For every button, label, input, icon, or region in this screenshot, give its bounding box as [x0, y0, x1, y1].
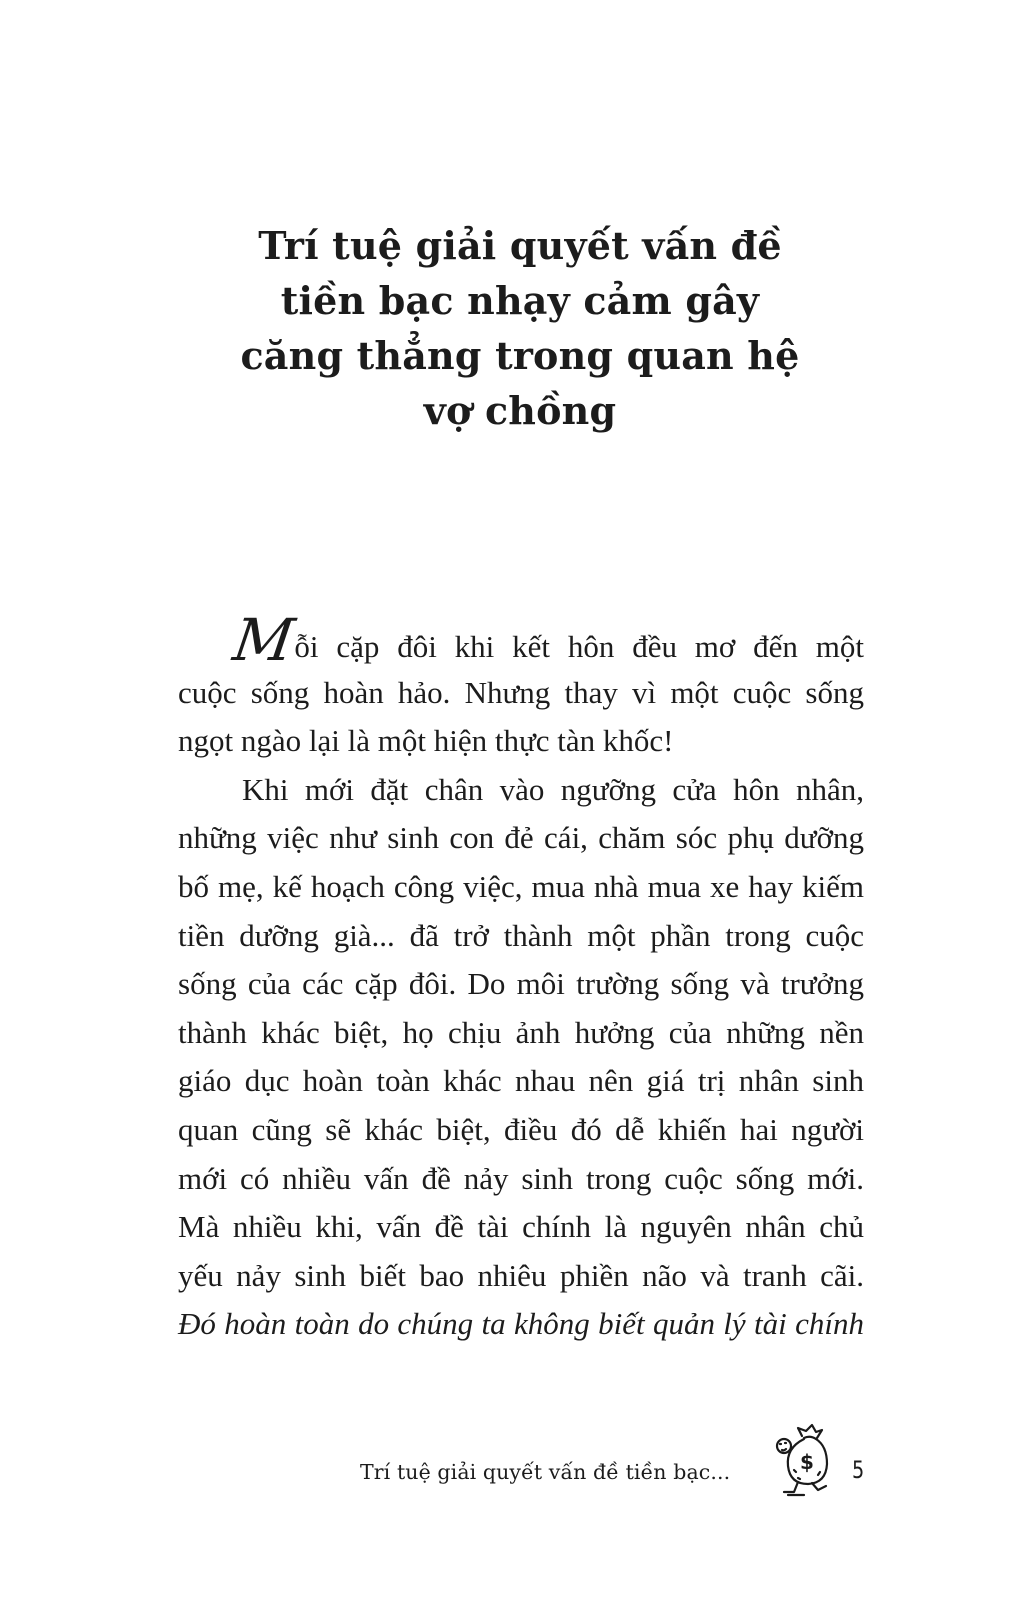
chapter-title-line: căng thẳng trong quan hệ	[240, 333, 800, 378]
page-footer	[360, 1420, 880, 1510]
body-line: tiền dưỡng già... đã trở thành một phần trong cuộc	[178, 917, 864, 953]
body-line-text: ỗi cặp đôi khi kết hôn đều mơ đến một	[294, 629, 864, 664]
body-line: thành khác biệt, họ chịu ảnh hưởng của những nền	[178, 1014, 864, 1050]
body-line: Khi mới đặt chân vào ngưỡng cửa hôn nhân,	[242, 771, 864, 807]
body-line: yếu nảy sinh biết bao nhiêu phiền não và tranh cãi.	[178, 1257, 864, 1293]
chapter-title-line: vợ chồng	[423, 388, 617, 433]
chapter-title-line: Trí tuệ giải quyết vấn đề	[258, 223, 782, 268]
chapter-title	[200, 218, 840, 438]
body-line: cuộc sống hoàn hảo. Nhưng thay vì một cuộc sống	[178, 674, 864, 710]
body-line: Mà nhiều khi, vấn đề tài chính là nguyên nhân chủ	[178, 1209, 864, 1245]
money-bag-icon	[772, 1422, 838, 1498]
body-line-italic: Đó hoàn toàn do chúng ta không biết quản lý tài chính	[178, 1306, 864, 1342]
body-text	[178, 606, 864, 1349]
body-line: những việc như sinh con đẻ cái, chăm sóc phụ dưỡng	[178, 820, 864, 856]
page-number: 5	[852, 1456, 865, 1484]
drop-cap: M	[229, 606, 299, 674]
body-line: giáo dục hoàn toàn khác nhau nên giá trị nhân sinh	[178, 1063, 864, 1099]
body-line: mới có nhiều vấn đề nảy sinh trong cuộc sống mới.	[178, 1160, 864, 1196]
chapter-title-line: tiền bạc nhạy cảm gây	[280, 278, 760, 323]
svg-text:$: $	[800, 1450, 814, 1474]
body-line: bố mẹ, kế hoạch công việc, mua nhà mua xe hay kiếm	[178, 868, 864, 904]
body-line: ngọt ngào lại là một hiện thực tàn khốc!	[178, 723, 674, 759]
body-line: sống của các cặp đôi. Do môi trường sống và trưởng	[178, 966, 864, 1002]
body-line	[178, 606, 864, 674]
running-head: Trí tuệ giải quyết vấn đề tiền bạc...	[360, 1460, 731, 1484]
body-line: quan cũng sẽ khác biệt, điều đó dễ khiến hai người	[178, 1111, 864, 1147]
